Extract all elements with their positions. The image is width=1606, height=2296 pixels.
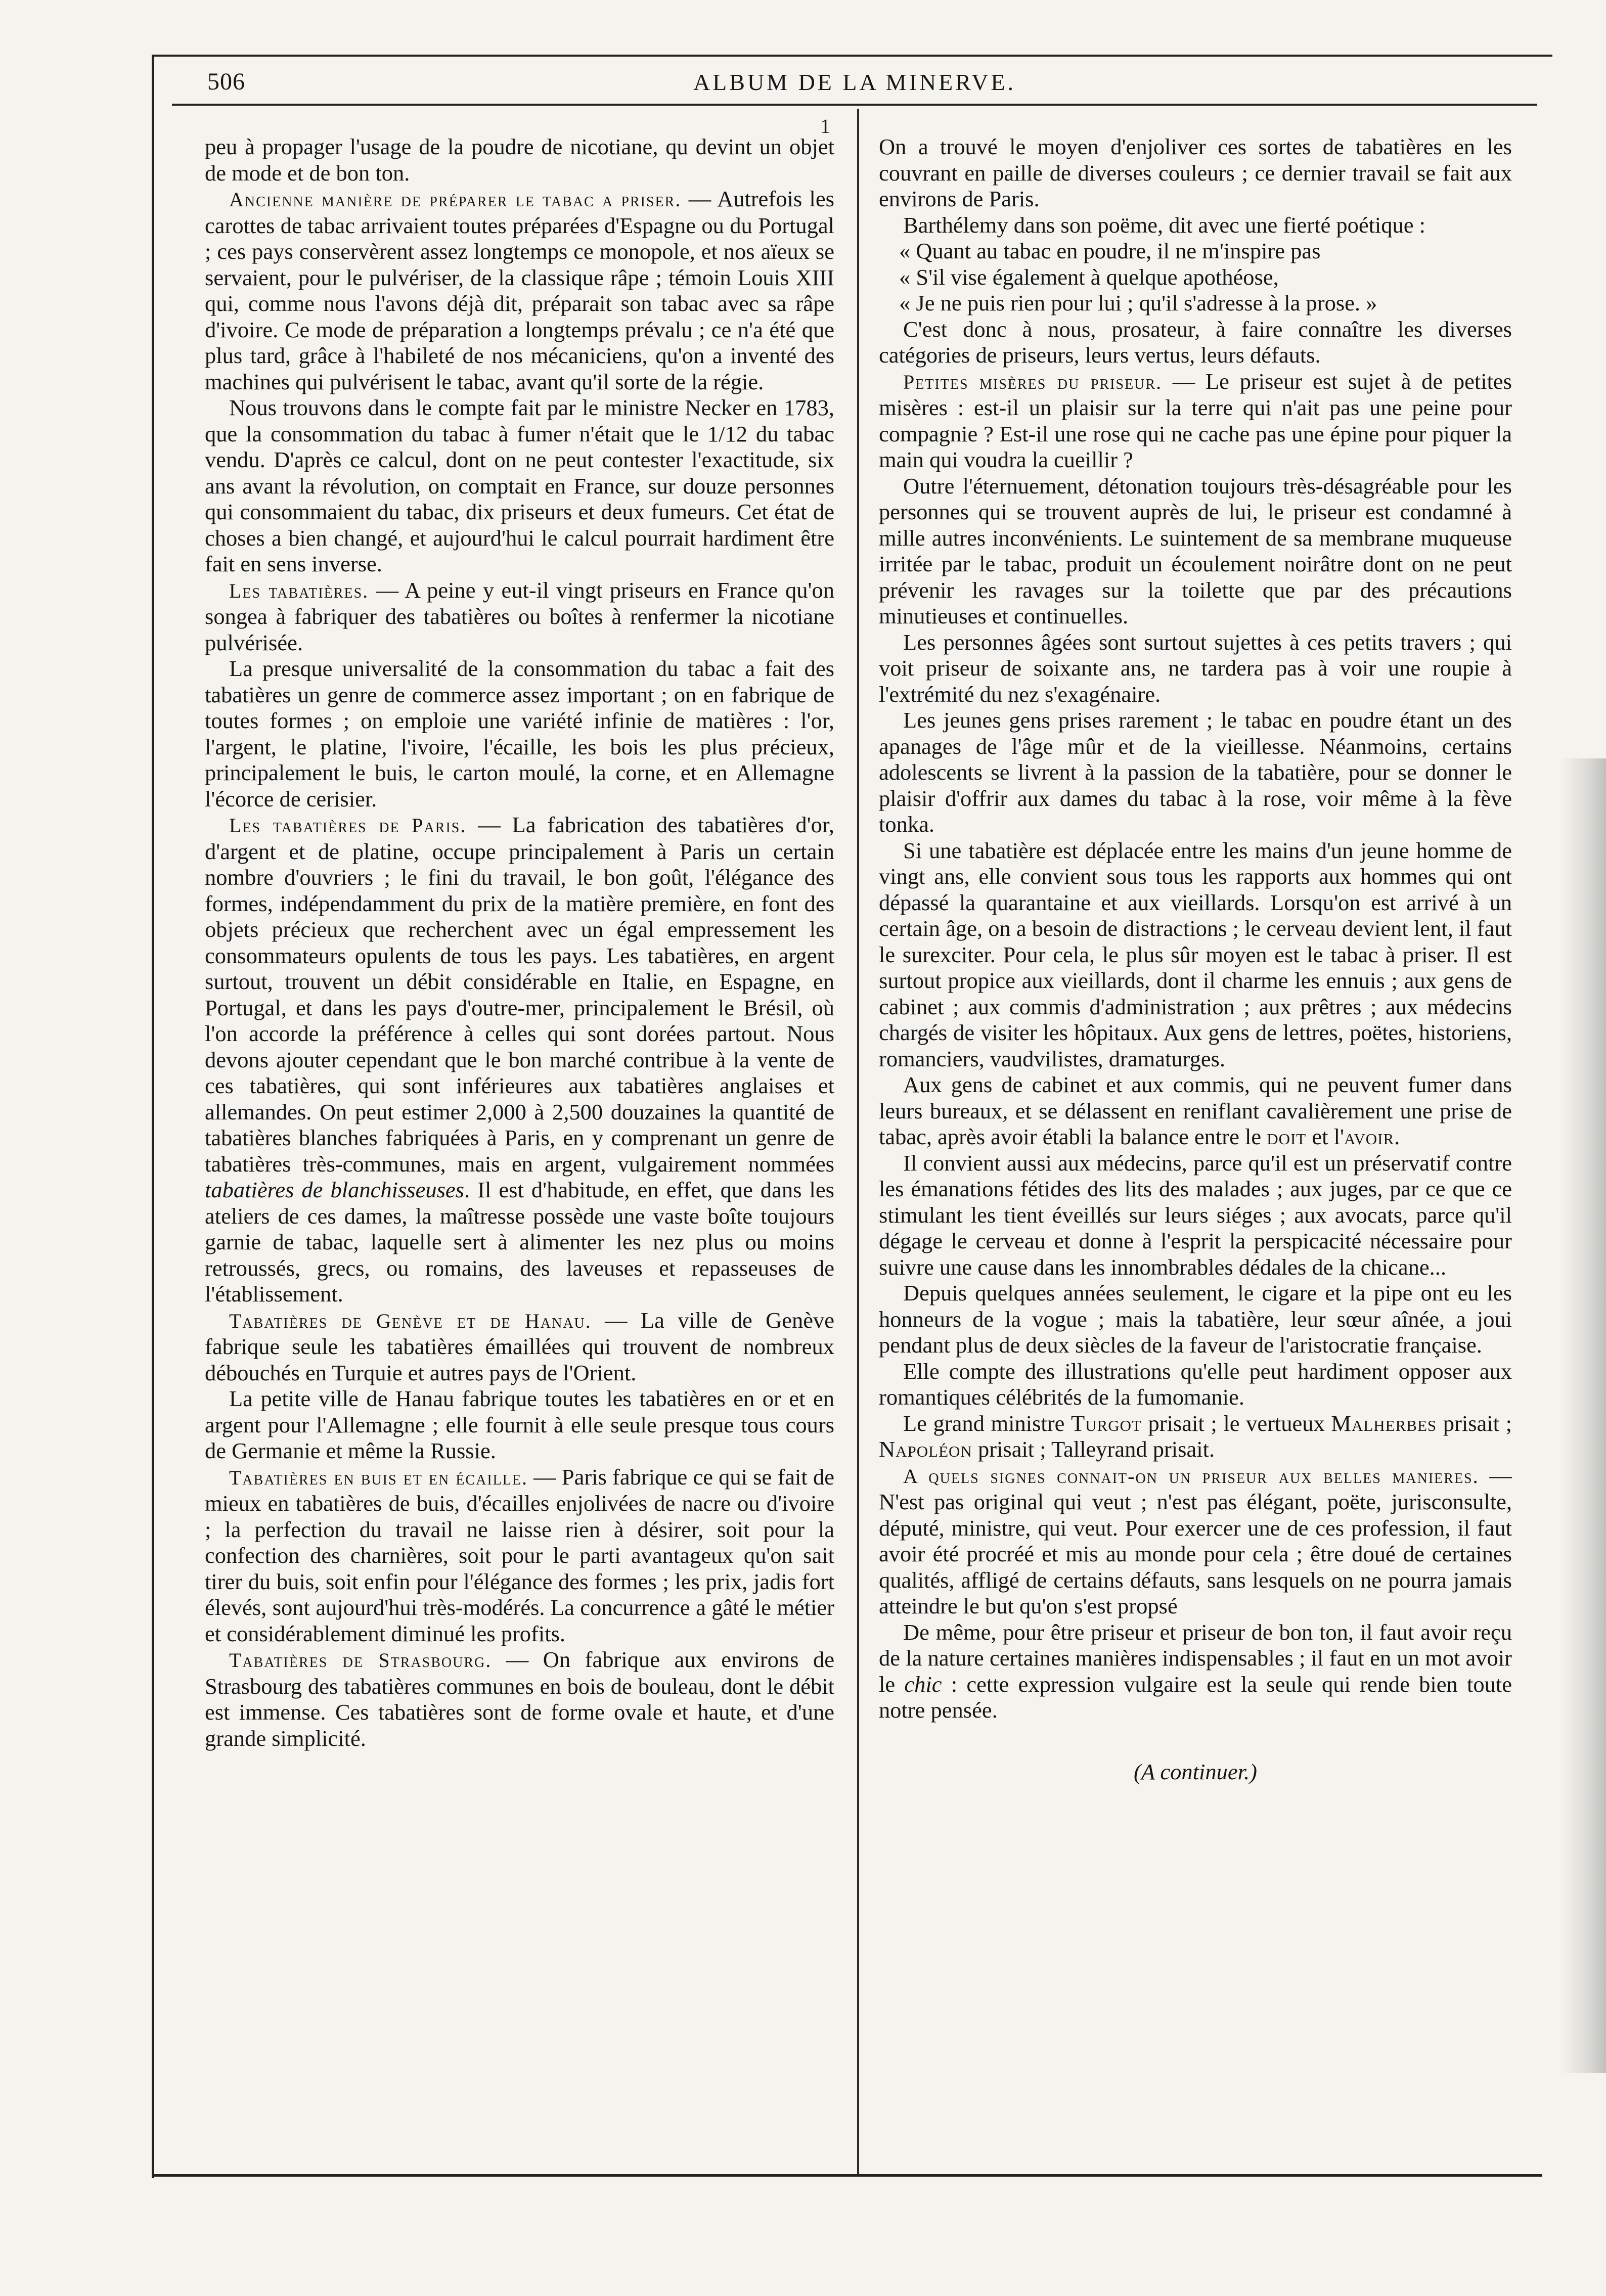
paragraph-text: — On fabrique aux environs de Strasbourg des tabatières communes en bois de bouleau, dont le débit est immense. Ces tabatières sont de forme ovale et haute, et d'une grande simplicité. (205, 1647, 834, 1751)
paragraph: Nous trouvons dans le compte fait par le ministre Necker en 1783, que la consommation du tabac à fumer n'était que le 1/12 du tabac vendu. D'après ce calcul, dont on ne peut contester l'exactitude, six ans avant la révolution, on comptait en France, sur douze personnes qui consommaient du tabac, dix priseurs et deux fumeurs. Cet état de choses a bien changé, et aujourd'hui le calcul pourrait hardiment être fait en sens inverse. (205, 395, 834, 576)
verse-line: « Quant au tabac en poudre, il ne m'inspire pas (899, 238, 1321, 263)
section-rubric: Tabatières de Strasbourg. (229, 1649, 492, 1672)
paragraph-text: Le grand ministre (903, 1410, 1071, 1436)
paragraph-text: — Autrefois les carottes de tabac arrivaient toutes préparées d'Espagne ou du Portugal ; ces pays conservèrent assez longtemps ce monopole, et nos aïeux se servaient, pour le pulvériser, de la classique râpe ; témoin Louis XIII qui, comme nous l'avons déjà dit, préparait son tabac avec sa râpe d'ivoire. Ce mode de préparation a longtemps prévalu ; ce n'a été que plus tard, grâce à l'habileté de nos mécaniciens, qu'on a inventé des machines qui pulvérisent le tabac, avant qu'il sorte de la régie. (205, 186, 834, 394)
paragraph-text: — La ville de Genève fabrique seule les tabatières émaillées qui trouvent de nombreux débouchés en Turquie et autres pays de l'Orient. (205, 1307, 834, 1385)
person-name: Napoléon (879, 1436, 972, 1462)
paragraph: Si une tabatière est déplacée entre les mains d'un jeune homme de vingt ans, elle convient sous tous les rapports aux hommes qui ont dépassé la quarantaine et aux vieillards. Lorsqu'on est arrivé à un certain âge, on a besoin de distractions ; le cerveau devient lent, il faut le surexciter. Pour cela, le plus sûr moyen est le tabac à priser. Il est surtout propice aux vieillards, dont il charme les ennuis ; aux gens de cabinet ; aux commis d'administration ; aux prêtres ; aux médecins chargés de visiter les hôpitaux. Aux gens de lettres, poëtes, historiens, romanciers, vaudvilistes, dramaturges. (879, 837, 1512, 1071)
paragraph-text: Aux gens de cabinet et aux commis, qui ne peuvent fumer dans leurs bureaux, et se délassent en reniflant cavalièrement une prise de tabac, après avoir établi la balance entre le (879, 1072, 1512, 1149)
section-rubric: Tabatières de Genève et de Hanau. (229, 1309, 592, 1332)
paragraph: Les personnes âgées sont surtout sujettes à ces petits travers ; qui voit priseur de soixante ans, ne tardera pas à voir une roupie à l'extrémité du nez s'exagénaire. (879, 629, 1512, 707)
paragraph: C'est donc à nous, prosateur, à faire connaître les diverses catégories de priseurs, leurs vertus, leurs défauts. (879, 316, 1512, 368)
paragraph (205, 186, 834, 395)
paragraph (879, 369, 1512, 473)
footer-rule (152, 2174, 1542, 2177)
paragraph: peu à propager l'usage de la poudre de nicotiane, qu devint un objet de mode et de bon ton. (205, 134, 834, 186)
paragraph-text: — La fabrication des tabatières d'or, d'argent et de platine, occupe principalement à Paris un certain nombre d'ouvriers ; le fini du travail, le bon goût, l'élégance des formes, indépendamment du prix de la matière première, en font des objets précieux que recherchent avec un égal empressement les consommateurs opulents de tous les pays. Les tabatières, en argent surtout, trouvent un débit considérable en Italie, en Espagne, en Portugal, et dans les pays d'outre-mer, principalement le Brésil, où l'on accorde la préférence à celles qui sont dorées partout. Nous devons ajouter cependant que le bon marché contribue à la vente de ces tabatières, qui sont inférieures aux tabatières anglaises et allemandes. On peut estimer 2,000 à 2,500 douzaines la quantité de tabatières blanches fabriquées à Paris, en y comprenant un genre de tabatières très-communes, mais en argent, vulgairement nommées (205, 812, 834, 1177)
paragraph (879, 1463, 1512, 1619)
paragraph-text: — Le priseur est sujet à de petites misères : est-il un plaisir sur la terre qui n'ait pas une peine pour compagnie ? Est-il une rose qui ne cache pas une épine pour piquer la main qui voudra la cueillir ? (879, 368, 1512, 472)
page-header (172, 66, 1537, 106)
paragraph: Outre l'éternuement, détonation toujours très-désagréable pour les personnes qui se trouvent auprès de lui, le priseur est condamné à mille autres inconvénients. Le suintement de sa membrane muqueuse irritée par le tabac, produit un écoulement noirâtre dont on ne peut prévenir les ravages sur la toilette que par des précautions minutieuses et continuelles. (879, 473, 1512, 628)
verse-line: « Je ne puis rien pour lui ; qu'il s'adresse à la prose. » (899, 290, 1377, 316)
paragraph-text: De même, pour être priseur et priseur de bon ton, il faut avoir reçu de la nature certaines manières indispensables ; il faut en un mot avoir le (879, 1619, 1512, 1697)
paragraph-text: prisait ; le vertueux (1141, 1410, 1331, 1436)
paragraph-text: — Paris fabrique ce qui se fait de mieux en tabatières de buis, d'écailles enjolivées de nacre ou d'ivoire ; la perfection du travail ne laisse rien à désirer, soit pour la confection des charnières, soit pour le parti avantageux qu'on sait tirer du buis, soit enfin pour l'élégance des formes ; les prix, jadis fort élevés, sont aujourd'hui très-modérés. La concurrence a gâté le métier et considérablement diminué les profits. (205, 1464, 834, 1646)
paragraph (879, 1619, 1512, 1724)
page-frame-left-rule (152, 55, 154, 2178)
section-rubric: A quels signes connait-on un priseur aux belles manieres. (903, 1464, 1479, 1488)
paragraph: Il convient aussi aux médecins, parce qu'il est un préservatif contre les émanations fétides des lits des malades ; aux juges, par ce que ce stimulant les tient éveillés sur leurs siéges ; aux avocats, parce qu'il dégage le cerveau et donne à l'esprit la perspicacité nécessaire pour suivre une cause dans les innombrables dédales de la chicane... (879, 1150, 1512, 1280)
paragraph: La petite ville de Hanau fabrique toutes les tabatières en or et en argent pour l'Allemagne ; elle fournit à elle seule presque tous cours de Germanie et même la Russie. (205, 1386, 834, 1463)
paragraph (205, 577, 834, 656)
to-be-continued: (A continuer.) (1134, 1759, 1257, 1784)
paragraph: Elle compte des illustrations qu'elle peut hardiment opposer aux romantiques célébrités de la fumomanie. (879, 1358, 1512, 1410)
page-frame-top-rule (152, 55, 1552, 57)
verse-line: « S'il vise également à quelque apothéose, (899, 264, 1279, 290)
person-name: Malherbes (1331, 1410, 1437, 1436)
header-rule (172, 104, 1537, 106)
section-rubric: Les tabatières de Paris. (229, 814, 467, 837)
paragraph-text: prisait ; Talleyrand prisait. (972, 1436, 1215, 1462)
paragraph (205, 1308, 834, 1386)
column-divider (857, 109, 859, 2174)
small-caps-term: avoir (1344, 1124, 1395, 1149)
paragraph-text: : cette expression vulgaire est la seule qui rende bien toute notre pensée. (879, 1671, 1512, 1723)
italic-term: chic (904, 1671, 942, 1697)
left-column (205, 134, 834, 2172)
paragraph (879, 1411, 1512, 1463)
paragraph-text: . (1394, 1124, 1400, 1149)
paragraph-text: . Il est d'habitude, en effet, que dans les ateliers de ces dames, la maîtresse possède une vaste boîte toujours garnie de tabac, laquelle sert à alimenter les nez plus ou moins retroussés, grecs, ou romains, des laveuses et repasseuses de l'établissement. (205, 1177, 834, 1307)
running-title: ALBUM DE LA MINERVE. (693, 69, 1016, 95)
paragraph: Barthélemy dans son poëme, dit avec une fierté poétique : (903, 212, 1426, 238)
column-marker: 1 (820, 115, 830, 138)
section-rubric: Tabatières en buis et en écaille. (229, 1466, 528, 1489)
section-rubric: Ancienne manière de préparer le tabac a priser. (229, 188, 682, 211)
paragraph: La presque universalité de la consommation du tabac a fait des tabatières un genre de commerce assez important ; on en fabrique de toutes formes ; on emploie une variété infinie de matières : l'or, l'argent, le platine, l'ivoire, l'écaille, les bois les plus précieux, principalement le buis, le carton moulé, la corne, et en Allemagne l'écorce de cerisier. (205, 656, 834, 812)
section-rubric: Petites misères du priseur. (903, 370, 1163, 393)
page-number: 506 (207, 68, 245, 95)
scan-edge-shadow (1560, 758, 1606, 2073)
paragraph-text: et l' (1306, 1124, 1344, 1149)
paragraph-text: — A peine y eut-il vingt priseurs en France qu'on songea à fabriquer des tabatières ou boîtes à renfermer la nicotiane pulvérisée. (205, 577, 834, 655)
section-rubric: Les tabatières. (229, 579, 369, 602)
paragraph: Depuis quelques années seulement, le cigare et la pipe ont eu les honneurs de la vogue ; mais la tabatière, leur sœur aînée, a joui pendant plus de deux siècles de la faveur de l'aristocratie française. (879, 1280, 1512, 1358)
paragraph (205, 1464, 834, 1647)
paragraph (205, 1647, 834, 1751)
paragraph: On a trouvé le moyen d'enjoliver ces sortes de tabatières en les couvrant en paille de diverses couleurs ; ce dernier travail se fait aux environs de Paris. (879, 134, 1512, 211)
person-name: Turgot (1070, 1410, 1142, 1436)
italic-term: tabatières de blanchisseuses (205, 1177, 464, 1202)
small-caps-term: doit (1267, 1124, 1307, 1149)
paragraph (879, 1072, 1512, 1150)
right-column (879, 134, 1512, 2172)
paragraph-text: prisait ; (1437, 1410, 1512, 1436)
paragraph-text: — N'est pas original qui veut ; n'est pas élégant, poëte, jurisconsulte, député, ministre, qui veut. Pour exercer une de ces profession, il faut avoir été procréé et mis au monde pour cela ; être doué de certaines qualités, affligé de certains défauts, sans lesquels on ne pourra jamais atteindre le but qu'on s'est propsé (879, 1462, 1512, 1618)
paragraph (205, 812, 834, 1308)
paragraph: Les jeunes gens prises rarement ; le tabac en poudre étant un des apanages de l'âge mûr et de la vieillesse. Néanmoins, certains adolescents se livrent à la passion de la tabatière, pour se donner le plaisir d'offrir aux dames du tabac à la rose, voir même à la fève tonka. (879, 707, 1512, 837)
